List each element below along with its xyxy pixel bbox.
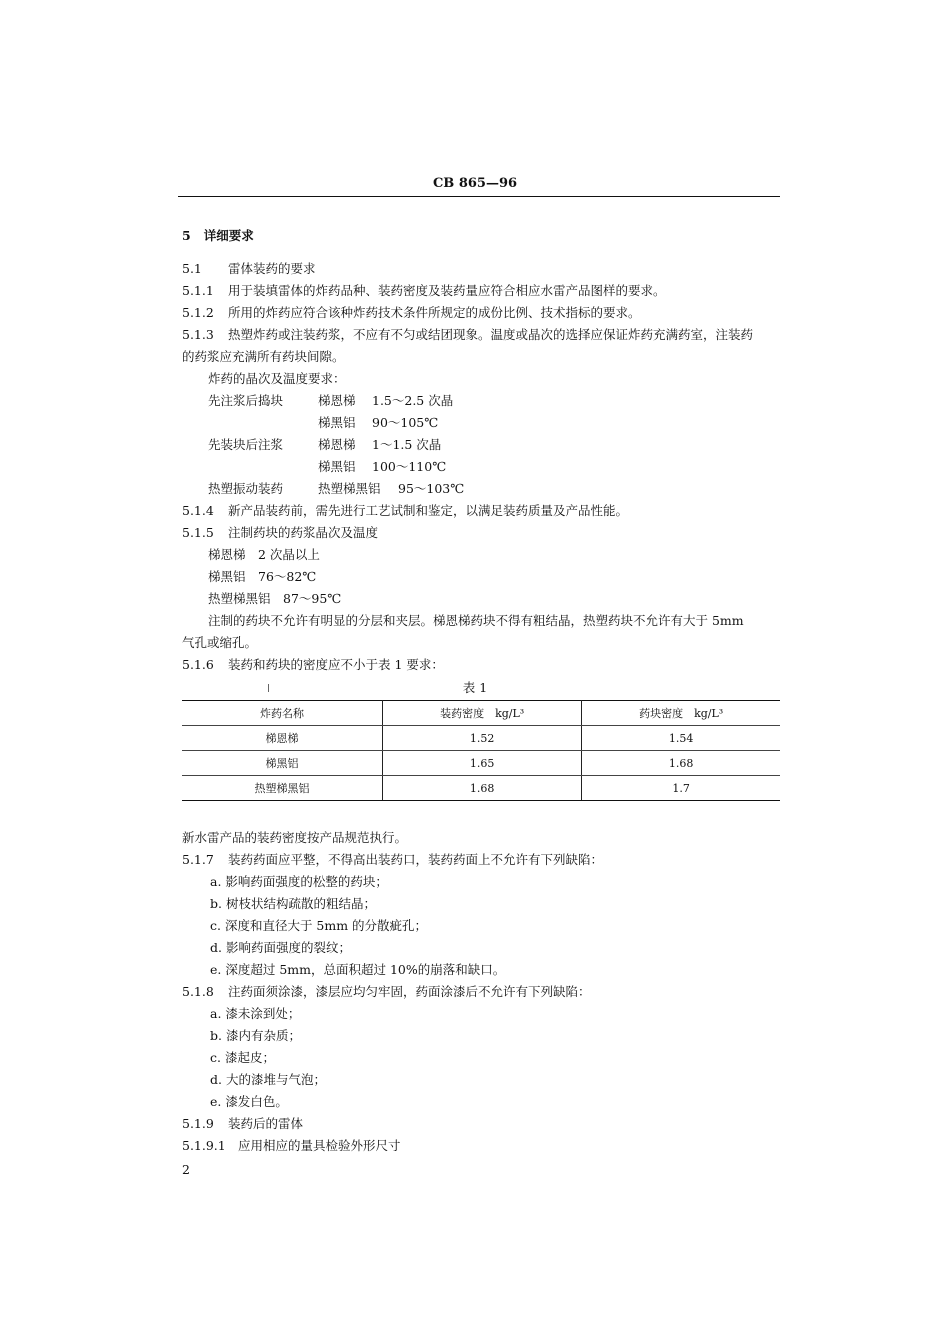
paragraph: 新水雷产品的装药密度按产品规范执行。 xyxy=(182,830,408,845)
explosive-name: 热塑梯黑铝 xyxy=(318,481,381,496)
list-item: d. 影响药面强度的裂纹； xyxy=(210,940,351,955)
section-5-heading xyxy=(182,226,254,244)
explosive-name: 梯黑铝 xyxy=(318,459,356,474)
table-cell: 1.65 xyxy=(383,751,582,776)
clause-5-1-3-cont: 的药浆应充满所有药块间隙。 xyxy=(182,349,345,364)
table-row xyxy=(182,751,780,776)
clause-5-1-7 xyxy=(182,850,603,868)
clause-number: 5.1.1 xyxy=(182,283,214,298)
page-number: 2 xyxy=(182,1162,190,1177)
clause-number: 5.1 xyxy=(182,261,202,276)
requirement-value: 1.5～2.5 次晶 xyxy=(372,393,454,408)
table-row xyxy=(182,776,780,801)
paragraph: 气孔或缩孔。 xyxy=(182,635,258,650)
requirement-value: 1～1.5 次晶 xyxy=(372,437,442,452)
method-label: 先装块后注浆 xyxy=(208,437,284,452)
clause-number: 5.1.6 xyxy=(182,657,214,672)
table-header-cell: 药块密度 kg/L³ xyxy=(582,701,780,726)
clause-5-1-8 xyxy=(182,982,591,1000)
list-item: a. 影响药面强度的松整的药块； xyxy=(210,874,388,889)
requirement-value: 100～110℃ xyxy=(372,459,447,474)
clause-text: 热塑炸药或注装药浆，不应有不匀或结团现象。温度或晶次的选择应保证炸药充满药室，注装药 xyxy=(228,327,754,342)
clause-number: 5.1.8 xyxy=(182,984,214,999)
clause-text: 新产品装药前，需先进行工艺试制和鉴定，以满足装药质量及产品性能。 xyxy=(228,503,629,518)
clause-number: 5.1.9 xyxy=(182,1116,214,1131)
clause-number: 5.1.9.1 xyxy=(182,1138,226,1153)
table-header-cell: 炸药名称 xyxy=(182,701,383,726)
clause-number: 5.1.5 xyxy=(182,525,214,540)
clause-text: 用于装填雷体的炸药品种、装药密度及装药量应符合相应水雷产品图样的要求。 xyxy=(228,283,666,298)
table-header-row xyxy=(182,701,780,726)
explosive-name: 梯恩梯 xyxy=(318,437,356,452)
table-cell: 梯黑铝 xyxy=(182,751,383,776)
clause-5-1-5 xyxy=(182,523,378,541)
requirement-value: 95～103℃ xyxy=(398,481,465,496)
clause-text: 注药面须涂漆，漆层应均匀牢固，药面涂漆后不允许有下列缺陷： xyxy=(228,984,591,999)
header-rule xyxy=(178,196,780,197)
list-item: b. 漆内有杂质； xyxy=(210,1028,301,1043)
table-row xyxy=(182,726,780,751)
clause-number: 5.1.3 xyxy=(182,327,214,342)
table-cell: 1.68 xyxy=(582,751,780,776)
clause-5-1 xyxy=(182,259,316,277)
table-cell: 梯恩梯 xyxy=(182,726,383,751)
clause-text: 装药药面应平整，不得高出装药口，装药药面上不允许有下列缺陷： xyxy=(228,852,604,867)
section-title: 详细要求 xyxy=(203,228,254,243)
requirement-title: 炸药的晶次及温度要求： xyxy=(208,371,346,386)
clause-text: 所用的炸药应符合该种炸药技术条件所规定的成份比例、技术指标的要求。 xyxy=(228,305,641,320)
clause-text: 装药后的雷体 xyxy=(228,1116,304,1131)
clause-5-1-2 xyxy=(182,303,641,321)
clause-5-1-9-1 xyxy=(182,1136,401,1154)
clause-5-1-1 xyxy=(182,281,666,299)
list-item: e. 漆发白色。 xyxy=(210,1094,288,1109)
clause-text: 雷体装药的要求 xyxy=(228,261,316,276)
clause-text: 装药和药块的密度应不小于表 1 要求： xyxy=(228,657,444,672)
method-label: 先注浆后捣块 xyxy=(208,393,284,408)
clause-5-1-6 xyxy=(182,655,444,673)
table-cell: 1.54 xyxy=(582,726,780,751)
table-caption: 表 1 xyxy=(462,680,488,695)
clause-number: 5.1.2 xyxy=(182,305,214,320)
clause-text: 注制药块的药浆晶次及温度 xyxy=(228,525,379,540)
list-item: c. 深度和直径大于 5mm 的分散疵孔； xyxy=(210,918,428,933)
table-cell: 热塑梯黑铝 xyxy=(182,776,383,801)
list-item: e. 深度超过 5mm，总面积超过 10%的崩落和缺口。 xyxy=(210,962,506,977)
clause-number: 5.1.4 xyxy=(182,503,214,518)
explosive-name: 梯恩梯 xyxy=(318,393,356,408)
list-item: 热塑梯黑铝 87～95℃ xyxy=(208,591,342,606)
paragraph: 注制的药块不允许有明显的分层和夹层。梯恩梯药块不得有粗结晶，热塑药块不允许有大于 5mm xyxy=(208,613,744,628)
clause-5-1-9 xyxy=(182,1114,303,1132)
density-table xyxy=(182,700,780,801)
clause-5-1-3 xyxy=(182,325,753,343)
clause-5-1-4 xyxy=(182,501,628,519)
table-cell: 1.52 xyxy=(383,726,582,751)
list-item: c. 漆起皮； xyxy=(210,1050,275,1065)
standard-code: CB 865—96 xyxy=(432,176,518,191)
list-item: a. 漆未涂到处； xyxy=(210,1006,301,1021)
explosive-name: 梯黑铝 xyxy=(318,415,356,430)
clause-number: 5.1.7 xyxy=(182,852,214,867)
method-label: 热塑振动装药 xyxy=(208,481,284,496)
table-cell: 1.68 xyxy=(383,776,582,801)
clause-text: 应用相应的量具检验外形尺寸 xyxy=(238,1138,401,1153)
list-item: d. 大的漆堆与气泡； xyxy=(210,1072,326,1087)
table-header-cell: 装药密度 kg/L³ xyxy=(383,701,582,726)
section-number: 5 xyxy=(182,228,191,243)
table-cell: 1.7 xyxy=(582,776,780,801)
list-item: 梯黑铝 76～82℃ xyxy=(208,569,317,584)
list-item: 梯恩梯 2 次晶以上 xyxy=(208,547,320,562)
list-item: b. 树枝状结构疏散的粗结晶； xyxy=(210,896,376,911)
requirement-value: 90～105℃ xyxy=(372,415,439,430)
